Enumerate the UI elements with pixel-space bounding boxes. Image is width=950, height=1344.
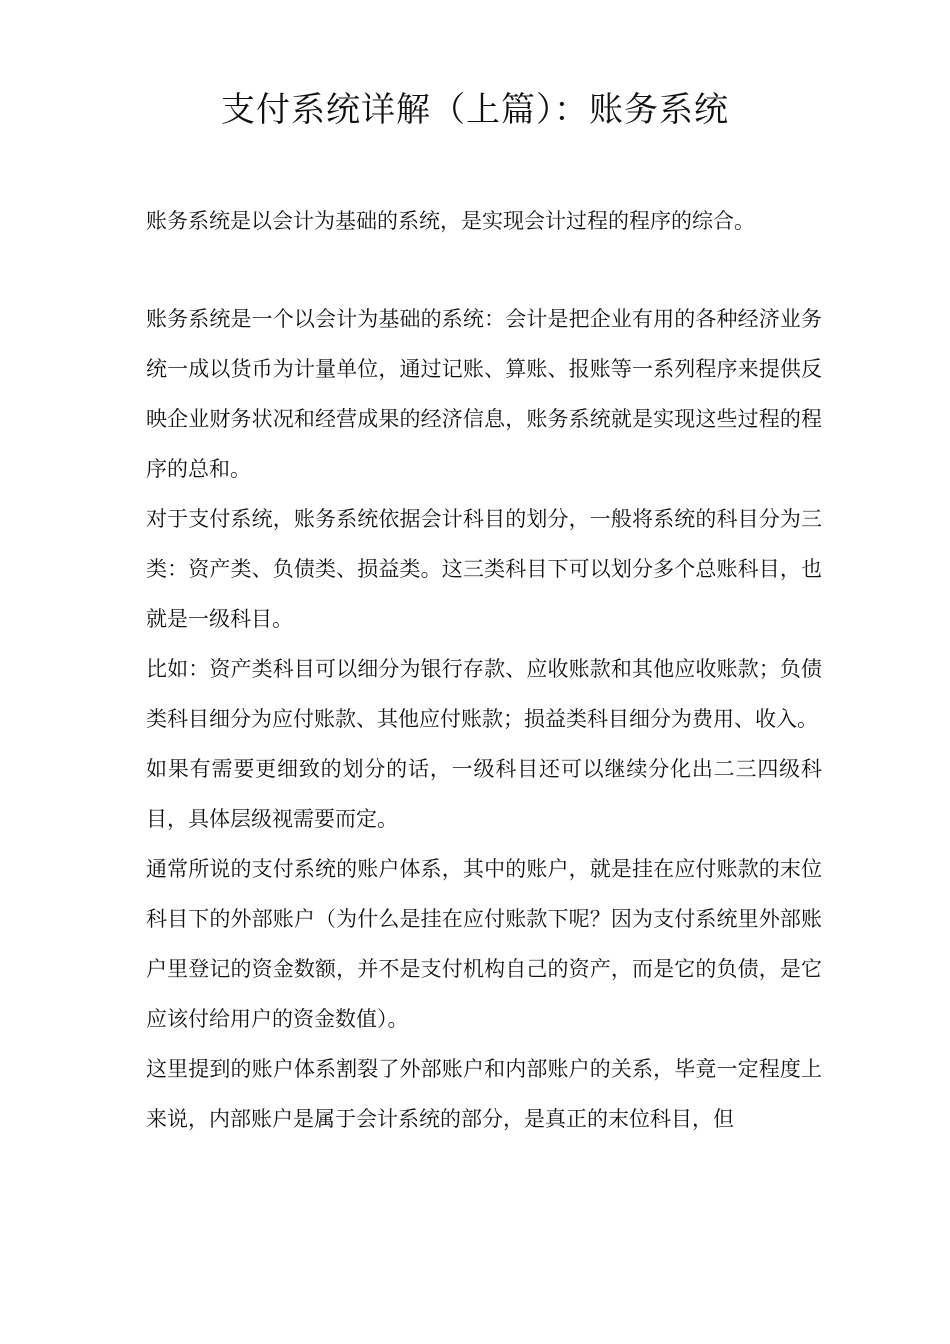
paragraph-examples: 比如：资产类科目可以细分为银行存款、应收账款和其他应收账款；负债类科目细分为应付账款、其他应付账款；损益类科目细分为费用、收入。 — [146, 657, 822, 731]
paragraph-account-categories: 对于支付系统，账务系统依据会计科目的划分，一般将系统的科目分为三类：资产类、负债类、损益类。这三类科目下可以划分多个总账科目，也就是一级科目。 — [146, 507, 822, 631]
paragraph-definition: 账务系统是一个以会计为基础的系统：会计是把企业有用的各种经济业务统一成以货币为计量单位，通过记账、算账、报账等一系列程序来提供反映企业财务状况和经营成果的经济信息，账务系统就是实现这些过程的程序的总和。 — [146, 307, 822, 481]
paragraph-internal-external: 这里提到的账户体系割裂了外部账户和内部账户的关系，毕竟一定程度上来说，内部账户是属于会计系统的部分，是真正的末位科目，但 — [146, 1057, 822, 1131]
document-body — [146, 196, 822, 1144]
intro-paragraph: 账务系统是以会计为基础的系统，是实现会计过程的程序的综合。 — [146, 209, 755, 233]
document-title: 支付系统详解（上篇）：账务系统 — [221, 90, 729, 130]
paragraph-account-system: 通常所说的支付系统的账户体系，其中的账户，就是挂在应付账款的末位科目下的外部账户（为什么是挂在应付账款下呢？因为支付系统里外部账户里登记的资金数额，并不是支付机构自己的资产，而是它的负债，是它应该付给用户的资金数值）。 — [146, 857, 822, 1031]
paragraph-sub-levels: 如果有需要更细致的划分的话，一级科目还可以继续分化出二三四级科目，具体层级视需要而定。 — [146, 757, 822, 831]
